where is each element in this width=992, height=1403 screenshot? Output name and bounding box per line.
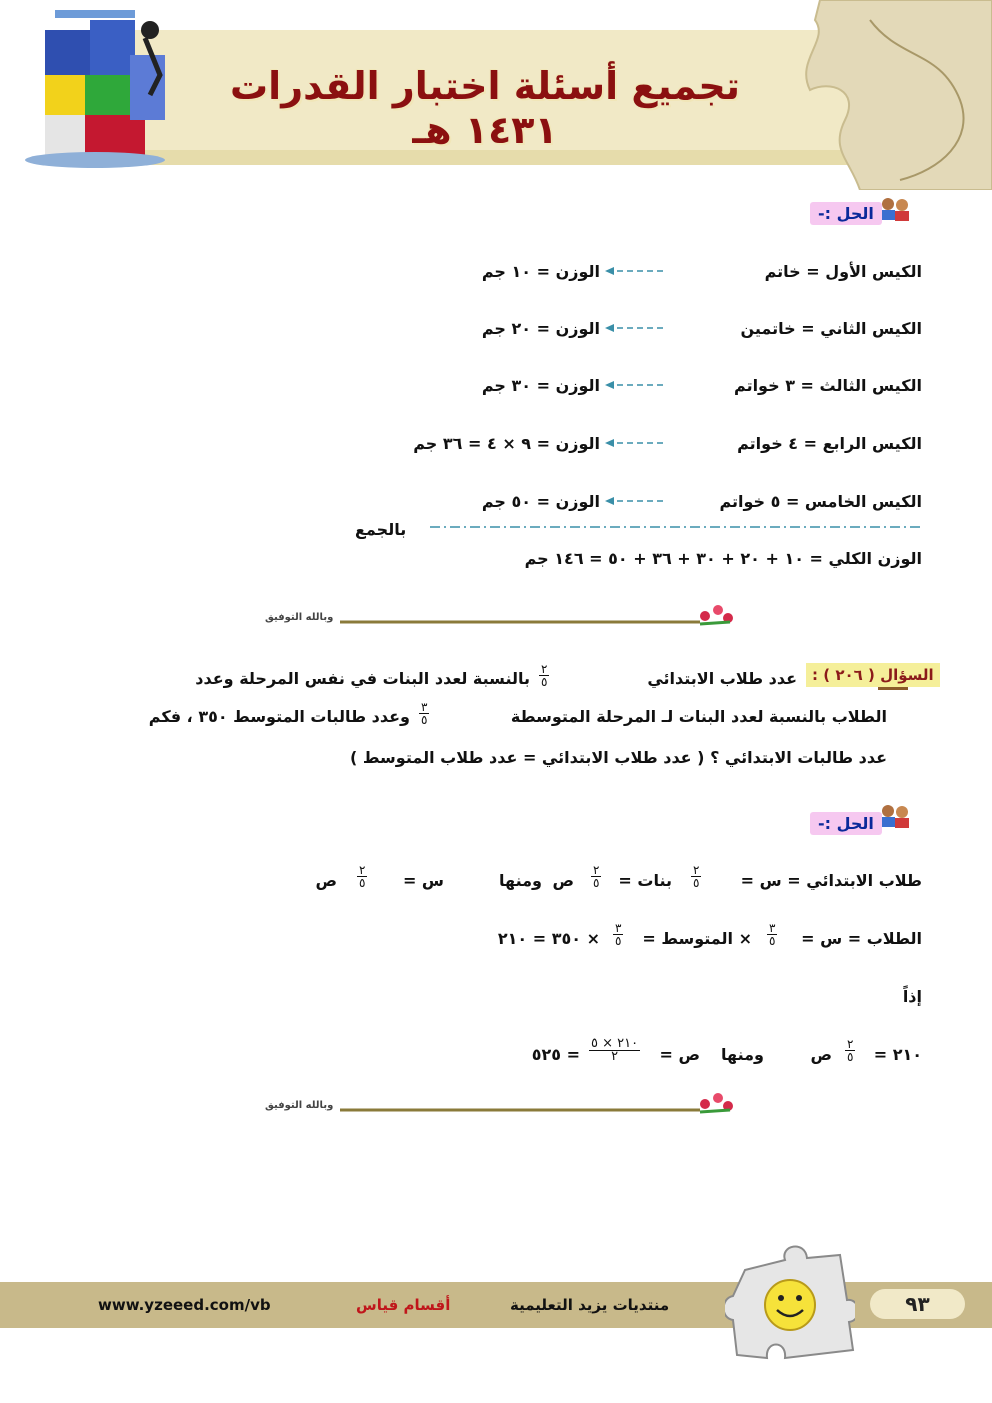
eq1-part-c: ص — [552, 871, 574, 890]
bag-row-1-right: الوزن = ١٠ جم — [481, 262, 600, 281]
smiley-puzzle-icon — [725, 1240, 855, 1365]
eq3-fraction-2: ٢١٠ × ٥ ٢ — [591, 1036, 639, 1064]
question-line-1a: عدد طلاب الابتدائي — [647, 669, 797, 688]
bag-row-5-left: الكيس الخامس = ٥ خواتم — [719, 492, 922, 511]
eq3-part-a: ٢١٠ = — [873, 1045, 922, 1064]
eq1-fraction-1: ٢ ٥ — [693, 863, 700, 890]
dashed-arrows — [605, 262, 665, 522]
therefore-label: إذاً — [902, 987, 922, 1006]
bag-row-4-right: الوزن = ٩ × ٤ = ٣٦ جم — [413, 434, 600, 453]
footer-forum: منتديات يزيد التعليمية — [510, 1296, 670, 1314]
bag-row-4-left: الكيس الرابع = ٤ خواتم — [737, 434, 922, 453]
eq3-part-d: ص = — [659, 1045, 700, 1064]
eq2-part-b: × المتوسط = — [642, 929, 752, 948]
sum-line — [430, 522, 922, 532]
question-line-1b: بالنسبة لعدد البنات في نفس المرحلة وعدد — [195, 669, 530, 688]
question-line-2a: الطلاب بالنسبة لعدد البنات لـ المرحلة المتوسطة — [510, 707, 887, 726]
page-number: ٩٣ — [870, 1289, 965, 1319]
eq1-part-b: بنات = — [618, 871, 672, 890]
question-label: السؤال ( ٢٠٦ ) : — [806, 663, 940, 687]
divider-text: وبالله التوفيق — [265, 612, 334, 623]
eq1-fraction-3: ٢ ٥ — [359, 863, 366, 890]
question-line-2b: وعدد طالبات المتوسط ٣٥٠ ، فكم — [148, 707, 410, 726]
eq3-part-b: ص — [810, 1045, 832, 1064]
students-icon-2 — [878, 803, 912, 829]
bag-row-3-right: الوزن = ٣٠ جم — [481, 376, 600, 395]
bag-row-2-right: الوزن = ٢٠ جم — [481, 319, 600, 338]
eq1-part-f: ص — [315, 871, 337, 890]
sum-label: بالجمع — [355, 520, 407, 539]
divider-text-2: وبالله التوفيق — [265, 1100, 334, 1111]
question-line-3: عدد طالبات الابتدائي ؟ ( عدد طلاب الابتدائي = عدد طلاب المتوسط ) — [350, 748, 887, 767]
question-fraction-2: ٣ ٥ — [421, 700, 428, 727]
eq2-fraction-1: ٣ ٥ — [769, 921, 776, 948]
solution-label: الحل :- — [810, 202, 882, 225]
eq3-part-c: ومنها — [721, 1045, 764, 1064]
solution-label-2: الحل :- — [810, 812, 882, 835]
total-weight: الوزن الكلي = ١٠ + ٢٠ + ٣٠ + ٣٦ + ٥٠ = ١٤٦ جم — [524, 549, 922, 568]
eq1-part-a: طلاب الابتدائي = س = — [740, 871, 922, 890]
footer-section[interactable]: أقسام قياس — [356, 1296, 451, 1314]
footer-url[interactable]: www.yzeeed.com/vb — [98, 1296, 271, 1314]
eq2-fraction-2: ٣ ٥ — [615, 921, 622, 948]
eq1-fraction-2: ٢ ٥ — [593, 863, 600, 890]
bag-row-2-left: الكيس الثاني = خاتمين — [740, 319, 922, 338]
bag-row-3-left: الكيس الثالث = ٣ خواتم — [734, 376, 922, 395]
bag-row-1-left: الكيس الأول = خاتم — [764, 262, 922, 281]
eq3-part-e: = ٥٢٥ — [531, 1045, 580, 1064]
eq1-part-e: س = — [402, 871, 444, 890]
eq1-part-d: ومنها — [499, 871, 542, 890]
eq3-fraction-1: ٢ ٥ — [847, 1037, 854, 1064]
question-fraction-1: ٢ ٥ — [541, 662, 548, 689]
eq2-part-a: الطلاب = س = — [801, 929, 922, 948]
eq2-part-c: × ٣٥٠ = ٢١٠ — [497, 929, 600, 948]
page-title: تجميع أسئلة اختبار القدرات ١٤٣١ هـ — [229, 64, 740, 152]
students-icon — [878, 196, 912, 222]
bag-row-5-right: الوزن = ٥٠ جم — [481, 492, 600, 511]
